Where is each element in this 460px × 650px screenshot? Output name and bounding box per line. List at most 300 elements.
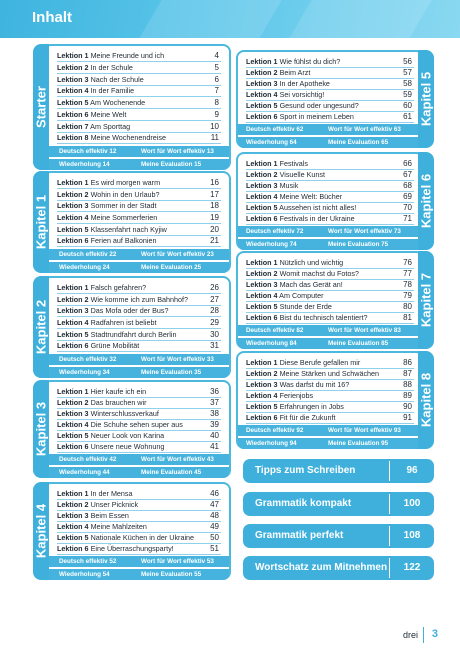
lesson-number: Lektion 2 — [246, 170, 278, 179]
page-title: Inhalt — [32, 9, 72, 26]
chapter-block — [236, 152, 434, 250]
lesson-title: Meine Wochenendreise — [90, 133, 166, 143]
lesson-page: 18 — [210, 201, 219, 211]
lesson-title: Diese Berufe gefallen mir — [279, 358, 361, 367]
lesson-number: Lektion 5 — [246, 402, 278, 411]
lesson-row[interactable] — [246, 213, 414, 225]
chapter-footer — [45, 146, 229, 157]
lesson-number: Lektion 3 — [246, 79, 278, 88]
lesson-page: 90 — [403, 402, 412, 411]
lesson-number: Lektion 4 — [57, 86, 89, 96]
lesson-number: Lektion 3 — [57, 201, 89, 211]
evaluation-link[interactable]: Meine Evaluation 35 — [141, 369, 202, 376]
lesson-number: Lektion 2 — [246, 269, 278, 278]
chapter-title: Starter — [33, 86, 49, 128]
lesson-title: Radfahren ist beliebt — [90, 318, 157, 327]
lesson-title: Am Sporttag — [90, 121, 131, 131]
lesson-row[interactable] — [57, 441, 221, 453]
evaluation-link[interactable]: Meine Evaluation 15 — [141, 161, 202, 168]
wort-fuer-wort-link[interactable]: Wort für Wort effektiv 83 — [328, 327, 401, 334]
lesson-number: Lektion 6 — [246, 112, 278, 121]
chapter-panel — [236, 152, 424, 250]
lesson-number: Lektion 6 — [57, 109, 89, 119]
chapter-footer — [45, 454, 229, 465]
lesson-page: 71 — [403, 214, 412, 223]
lesson-number: Lektion 5 — [246, 302, 278, 311]
lesson-page: 48 — [210, 511, 219, 520]
lesson-number: Lektion 2 — [246, 369, 278, 378]
chapter-footer — [45, 354, 229, 365]
chapter-footer — [238, 438, 422, 449]
lesson-number: Lektion 2 — [246, 68, 278, 77]
chapter-tab[interactable] — [33, 44, 49, 170]
evaluation-link[interactable]: Meine Evaluation 45 — [141, 469, 202, 476]
evaluation-link[interactable]: Meine Evaluation 75 — [328, 241, 389, 248]
lesson-number: Lektion 1 — [57, 51, 89, 60]
lesson-title: Beim Essen — [90, 511, 129, 520]
lesson-title: Was darfst du mit 16? — [279, 380, 350, 389]
chapter-tab[interactable] — [33, 380, 49, 478]
lesson-title: Sommer in der Stadt — [90, 201, 157, 211]
wiederholung-link[interactable]: Wiederholung 44 — [59, 469, 110, 476]
wiederholung-link[interactable]: Wiederholung 14 — [59, 161, 110, 168]
lesson-number: Lektion 1 — [246, 57, 278, 66]
deutsch-effektiv-link[interactable]: Deutsch effektiv 32 — [59, 356, 117, 363]
lesson-title: Wohin in den Urlaub? — [90, 189, 160, 199]
lesson-title: Nationale Küchen in der Ukraine — [90, 533, 195, 542]
lesson-number: Lektion 6 — [57, 544, 89, 553]
chapter-footer — [45, 262, 229, 273]
wort-fuer-wort-link[interactable]: Wort für Wort effektiv 13 — [141, 148, 214, 155]
lesson-title: Womit machst du Fotos? — [279, 269, 359, 278]
lesson-title: Gesund oder ungesund? — [279, 101, 359, 110]
lesson-page: 60 — [403, 101, 412, 110]
wort-fuer-wort-link[interactable]: Wort für Wort effektiv 73 — [328, 228, 401, 235]
lesson-title: Meine Stärken und Schwächen — [279, 369, 380, 378]
lesson-row[interactable] — [57, 305, 221, 317]
lesson-number: Lektion 3 — [246, 380, 278, 389]
lesson-number: Lektion 1 — [246, 358, 278, 367]
lesson-row[interactable] — [57, 74, 221, 86]
lesson-row[interactable] — [57, 109, 221, 121]
lesson-title: Klassenfahrt nach Kyjiw — [90, 224, 167, 234]
lesson-number: Lektion 4 — [246, 192, 278, 201]
lesson-number: Lektion 4 — [57, 522, 89, 531]
lesson-row[interactable] — [57, 50, 221, 62]
lesson-number: Lektion 2 — [57, 189, 89, 199]
chapter-block — [33, 44, 231, 170]
appendix-button[interactable] — [243, 524, 434, 548]
appendix-title: Wortschatz zum Mitnehmen — [255, 562, 388, 573]
lesson-number: Lektion 2 — [57, 398, 89, 407]
wiederholung-link[interactable]: Wiederholung 24 — [59, 264, 110, 271]
lesson-title: Meine Freunde und ich — [90, 51, 165, 60]
chapter-title: Kapitel 2 — [33, 299, 49, 355]
lesson-number: Lektion 6 — [57, 236, 89, 246]
lesson-page: 26 — [210, 283, 219, 292]
lesson-number: Lektion 4 — [246, 90, 278, 99]
lesson-title: Meine Welt: Bücher — [279, 192, 343, 201]
lesson-page: 38 — [210, 409, 219, 418]
wort-fuer-wort-link[interactable]: Wort für Wort effektiv 43 — [141, 456, 214, 463]
wiederholung-link[interactable]: Wiederholung 84 — [246, 340, 297, 347]
lesson-number: Lektion 3 — [57, 74, 89, 84]
lesson-row[interactable] — [57, 177, 221, 189]
lesson-title: Unsere neue Wohnung — [90, 442, 165, 451]
lesson-title: Die Schuhe sehen super aus — [90, 420, 183, 429]
lesson-title: Ferien auf Balkonien — [90, 236, 157, 246]
deutsch-effektiv-link[interactable]: Deutsch effektiv 42 — [59, 456, 117, 463]
lesson-row[interactable] — [246, 312, 414, 324]
lesson-number: Lektion 2 — [57, 500, 89, 509]
appendix-button[interactable] — [243, 556, 434, 580]
lesson-row[interactable] — [57, 294, 221, 306]
lesson-number: Lektion 3 — [57, 409, 89, 418]
lesson-number: Lektion 1 — [246, 159, 278, 168]
lesson-page: 29 — [210, 318, 219, 327]
lesson-number: Lektion 1 — [57, 283, 89, 292]
lesson-page: 81 — [403, 313, 412, 322]
chapter-panel — [43, 171, 231, 273]
lesson-title: Hier kaufe ich ein — [90, 387, 147, 396]
appendix-page: 96 — [406, 465, 418, 476]
lesson-page: 69 — [403, 192, 412, 201]
wiederholung-link[interactable]: Wiederholung 64 — [246, 139, 297, 146]
lesson-number: Lektion 4 — [57, 318, 89, 327]
lesson-number: Lektion 5 — [57, 533, 89, 542]
lesson-page: 89 — [403, 391, 412, 400]
lesson-number: Lektion 1 — [57, 489, 89, 498]
lesson-page: 70 — [403, 203, 412, 212]
lesson-number: Lektion 6 — [246, 214, 278, 223]
lesson-title: Das Mofa oder der Bus? — [90, 306, 169, 316]
lesson-title: Stunde der Erde — [279, 302, 332, 311]
evaluation-link[interactable]: Meine Evaluation 95 — [328, 440, 389, 447]
appendix-button[interactable] — [243, 459, 434, 483]
lesson-title: Sport in meinem Leben — [279, 112, 354, 121]
lesson-row[interactable] — [57, 97, 221, 109]
lesson-title: Fit für die Zukunft — [279, 413, 336, 422]
lesson-page: 19 — [210, 213, 219, 222]
chapter-footer — [238, 239, 422, 250]
chapter-footer — [238, 425, 422, 436]
chapter-tab[interactable] — [418, 152, 434, 250]
lesson-number: Lektion 5 — [246, 203, 278, 212]
lesson-page: 87 — [403, 369, 412, 378]
lesson-title: In der Schule — [90, 62, 133, 72]
lesson-title: Am Wochenende — [90, 98, 146, 107]
chapter-title: Kapitel 4 — [33, 503, 49, 559]
lesson-page: 7 — [214, 86, 219, 96]
lesson-row[interactable] — [57, 85, 221, 97]
chapter-title: Kapitel 3 — [33, 401, 49, 457]
lesson-title: Mach das Gerät an! — [279, 280, 343, 289]
lesson-row[interactable] — [246, 412, 414, 424]
lesson-title: Wie fühlst du dich? — [279, 57, 341, 66]
wort-fuer-wort-link[interactable]: Wort für Wort effektiv 53 — [141, 558, 214, 565]
chapter-title: Kapitel 7 — [418, 272, 434, 328]
lesson-page: 56 — [403, 57, 412, 66]
evaluation-link[interactable]: Meine Evaluation 25 — [141, 264, 202, 271]
appendix-title: Grammatik perfekt — [255, 530, 344, 541]
chapter-tab[interactable] — [418, 251, 434, 349]
lesson-page: 68 — [403, 181, 412, 190]
lesson-title: Stadtrundfahrt durch Berlin — [90, 329, 177, 339]
lesson-page: 66 — [403, 159, 412, 168]
chapter-block — [33, 171, 231, 273]
chapter-tab[interactable] — [33, 482, 49, 580]
chapter-block — [33, 276, 231, 378]
lesson-row[interactable] — [57, 282, 221, 294]
lesson-page: 4 — [214, 51, 219, 60]
lesson-page: 20 — [210, 224, 219, 234]
chapter-block — [236, 50, 434, 148]
deutsch-effektiv-link[interactable]: Deutsch effektiv 12 — [59, 148, 117, 155]
lesson-page: 21 — [210, 236, 219, 246]
lesson-page: 51 — [210, 544, 219, 553]
lesson-row[interactable] — [57, 212, 221, 224]
chapter-block — [33, 482, 231, 580]
appendix-page: 100 — [403, 498, 421, 509]
appendix-button[interactable] — [243, 492, 434, 516]
lesson-number: Lektion 1 — [57, 387, 89, 396]
appendix-page: 108 — [403, 530, 421, 541]
lesson-row[interactable] — [57, 200, 221, 212]
chapter-tab[interactable] — [418, 351, 434, 449]
chapter-footer — [238, 338, 422, 349]
chapter-footer — [45, 249, 229, 260]
lesson-title: Wie komme ich zum Bahnhof? — [90, 294, 189, 304]
lesson-page: 58 — [403, 79, 412, 88]
lesson-page: 16 — [210, 178, 219, 187]
chapter-panel — [236, 351, 424, 449]
deutsch-effektiv-link[interactable]: Deutsch effektiv 82 — [246, 327, 304, 334]
lesson-page: 78 — [403, 280, 412, 289]
lesson-page: 39 — [210, 420, 219, 429]
chapter-footer — [238, 137, 422, 148]
lesson-page: 31 — [210, 341, 219, 351]
chapter-tab[interactable] — [33, 171, 49, 273]
chapter-footer — [238, 325, 422, 336]
evaluation-link[interactable]: Meine Evaluation 85 — [328, 340, 389, 347]
lesson-page: 76 — [403, 258, 412, 267]
lesson-page: 10 — [210, 121, 219, 131]
chapter-footer — [45, 569, 229, 580]
lesson-number: Lektion 3 — [246, 280, 278, 289]
lesson-page: 28 — [210, 306, 219, 316]
chapter-tab[interactable] — [33, 276, 49, 378]
lesson-title: Es wird morgen warm — [90, 178, 161, 187]
lesson-page: 49 — [210, 522, 219, 531]
lesson-page: 80 — [403, 302, 412, 311]
lesson-title: Erfahrungen in Jobs — [279, 402, 344, 411]
lesson-page: 50 — [210, 533, 219, 542]
lesson-row[interactable] — [57, 340, 221, 352]
lesson-title: Winterschlussverkauf — [90, 409, 159, 418]
lesson-page: 5 — [214, 62, 219, 72]
lesson-page: 9 — [214, 109, 219, 119]
lesson-number: Lektion 7 — [57, 121, 89, 131]
deutsch-effektiv-link[interactable]: Deutsch effektiv 92 — [246, 427, 304, 434]
lesson-page: 46 — [210, 489, 219, 498]
chapter-footer — [45, 467, 229, 478]
chapter-panel — [43, 44, 231, 170]
lesson-title: In der Familie — [90, 86, 135, 96]
lesson-title: Falsch gefahren? — [90, 283, 147, 292]
lesson-row[interactable] — [57, 224, 221, 236]
chapter-panel — [236, 50, 424, 148]
lesson-row[interactable] — [57, 543, 221, 555]
wiederholung-link[interactable]: Wiederholung 54 — [59, 571, 110, 578]
chapter-panel — [43, 380, 231, 478]
lesson-title: Am Computer — [279, 291, 324, 300]
deutsch-effektiv-link[interactable]: Deutsch effektiv 72 — [246, 228, 304, 235]
lesson-title: Festivals in der Ukraine — [279, 214, 355, 223]
lesson-title: Meine Sommerferien — [90, 213, 158, 222]
lesson-title: Grüne Mobilität — [90, 341, 140, 351]
lesson-row[interactable] — [57, 132, 221, 144]
lesson-number: Lektion 6 — [57, 341, 89, 351]
chapter-title: Kapitel 5 — [418, 71, 434, 127]
lesson-title: Bist du technisch talentiert? — [279, 313, 368, 322]
lesson-number: Lektion 1 — [246, 258, 278, 267]
lesson-title: Eine Überraschungsparty! — [90, 544, 174, 553]
lesson-page: 37 — [210, 398, 219, 407]
lesson-number: Lektion 5 — [57, 224, 89, 234]
lesson-number: Lektion 5 — [57, 431, 89, 440]
chapter-panel — [43, 276, 231, 378]
lesson-number: Lektion 4 — [246, 391, 278, 400]
lesson-page: 27 — [210, 294, 219, 304]
evaluation-link[interactable]: Meine Evaluation 65 — [328, 139, 389, 146]
lesson-number: Lektion 6 — [246, 413, 278, 422]
lesson-title: Beim Arzt — [279, 68, 311, 77]
lesson-title: Sei vorsichtig! — [279, 90, 325, 99]
deutsch-effektiv-link[interactable]: Deutsch effektiv 22 — [59, 251, 117, 258]
lesson-number: Lektion 5 — [246, 101, 278, 110]
appendix-title: Grammatik kompakt — [255, 498, 352, 509]
lesson-page: 67 — [403, 170, 412, 179]
lesson-title: Aussehen ist nicht alles! — [279, 203, 357, 212]
lesson-row[interactable] — [57, 121, 221, 133]
evaluation-link[interactable]: Meine Evaluation 55 — [141, 571, 202, 578]
wort-fuer-wort-link[interactable]: Wort für Wort effektiv 63 — [328, 126, 401, 133]
lesson-title: Neuer Look von Karina — [90, 431, 165, 440]
lesson-title: Unser Picknick — [90, 500, 139, 509]
header-decoration — [271, 0, 449, 38]
lesson-page: 17 — [210, 189, 219, 199]
lesson-row[interactable] — [246, 111, 414, 123]
lesson-number: Lektion 5 — [57, 98, 89, 107]
wiederholung-link[interactable]: Wiederholung 74 — [246, 241, 297, 248]
lesson-title: In der Apotheke — [279, 79, 330, 88]
chapter-panel — [236, 251, 424, 349]
lesson-page: 36 — [210, 387, 219, 396]
lesson-row[interactable] — [57, 317, 221, 329]
lesson-title: In der Mensa — [90, 489, 133, 498]
lesson-page: 91 — [403, 413, 412, 422]
lesson-number: Lektion 4 — [246, 291, 278, 300]
lesson-page: 79 — [403, 291, 412, 300]
wort-fuer-wort-link[interactable]: Wort für Wort effektiv 93 — [328, 427, 401, 434]
lesson-row[interactable] — [57, 189, 221, 201]
chapter-title: Kapitel 1 — [33, 194, 49, 250]
lesson-title: Meine Welt — [90, 109, 127, 119]
header-decoration — [121, 0, 299, 38]
lesson-row[interactable] — [57, 62, 221, 74]
chapter-footer — [45, 159, 229, 170]
lesson-row[interactable] — [57, 235, 221, 247]
lesson-title: Musik — [279, 181, 299, 190]
chapter-footer — [238, 226, 422, 237]
lesson-page: 41 — [210, 442, 219, 451]
page-header — [0, 0, 460, 38]
chapter-footer — [45, 367, 229, 378]
lesson-title: Festivals — [279, 159, 308, 168]
page-word: drei — [402, 630, 418, 640]
lesson-number: Lektion 5 — [57, 329, 89, 339]
chapter-title: Kapitel 6 — [418, 173, 434, 229]
lesson-title: Meine Mahlzeiten — [90, 522, 147, 531]
lesson-page: 88 — [403, 380, 412, 389]
wiederholung-link[interactable]: Wiederholung 34 — [59, 369, 110, 376]
lesson-number: Lektion 6 — [57, 442, 89, 451]
lesson-page: 59 — [403, 90, 412, 99]
lesson-number: Lektion 1 — [57, 178, 89, 187]
wort-fuer-wort-link[interactable]: Wort für Wort effektiv 23 — [141, 251, 214, 258]
chapter-panel — [43, 482, 231, 580]
appendix-page: 122 — [403, 562, 421, 573]
lesson-title: Nützlich und wichtig — [279, 258, 344, 267]
lesson-row[interactable] — [57, 329, 221, 341]
lesson-number: Lektion 8 — [57, 133, 89, 143]
lesson-number: Lektion 2 — [57, 294, 89, 304]
lesson-title: Das brauchen wir — [90, 398, 147, 407]
lesson-number: Lektion 3 — [57, 511, 89, 520]
chapter-block — [236, 251, 434, 349]
appendix-title: Tipps zum Schreiben — [255, 465, 356, 476]
lesson-number: Lektion 6 — [246, 313, 278, 322]
lesson-page: 77 — [403, 269, 412, 278]
page-number: 3 — [431, 628, 438, 640]
lesson-page: 57 — [403, 68, 412, 77]
lesson-number: Lektion 2 — [57, 62, 89, 72]
lesson-page: 11 — [210, 133, 219, 143]
lesson-number: Lektion 4 — [57, 213, 89, 222]
wiederholung-link[interactable]: Wiederholung 94 — [246, 440, 297, 447]
chapter-footer — [238, 124, 422, 135]
chapter-tab[interactable] — [418, 50, 434, 148]
lesson-page: 61 — [403, 112, 412, 121]
lesson-page: 6 — [214, 74, 219, 84]
lesson-number: Lektion 3 — [246, 181, 278, 190]
wort-fuer-wort-link[interactable]: Wort für Wort effektiv 33 — [141, 356, 214, 363]
deutsch-effektiv-link[interactable]: Deutsch effektiv 52 — [59, 558, 117, 565]
lesson-number: Lektion 3 — [57, 306, 89, 316]
lesson-number: Lektion 4 — [57, 420, 89, 429]
lesson-page: 30 — [210, 329, 219, 339]
lesson-page: 47 — [210, 500, 219, 509]
chapter-footer — [45, 556, 229, 567]
lesson-title: Ferienjobs — [279, 391, 314, 400]
lesson-page: 86 — [403, 358, 412, 367]
lesson-title: Visuelle Kunst — [279, 170, 325, 179]
deutsch-effektiv-link[interactable]: Deutsch effektiv 62 — [246, 126, 304, 133]
lesson-page: 8 — [214, 98, 219, 107]
chapter-title: Kapitel 8 — [418, 372, 434, 428]
lesson-page: 40 — [210, 431, 219, 440]
chapter-block — [33, 380, 231, 478]
